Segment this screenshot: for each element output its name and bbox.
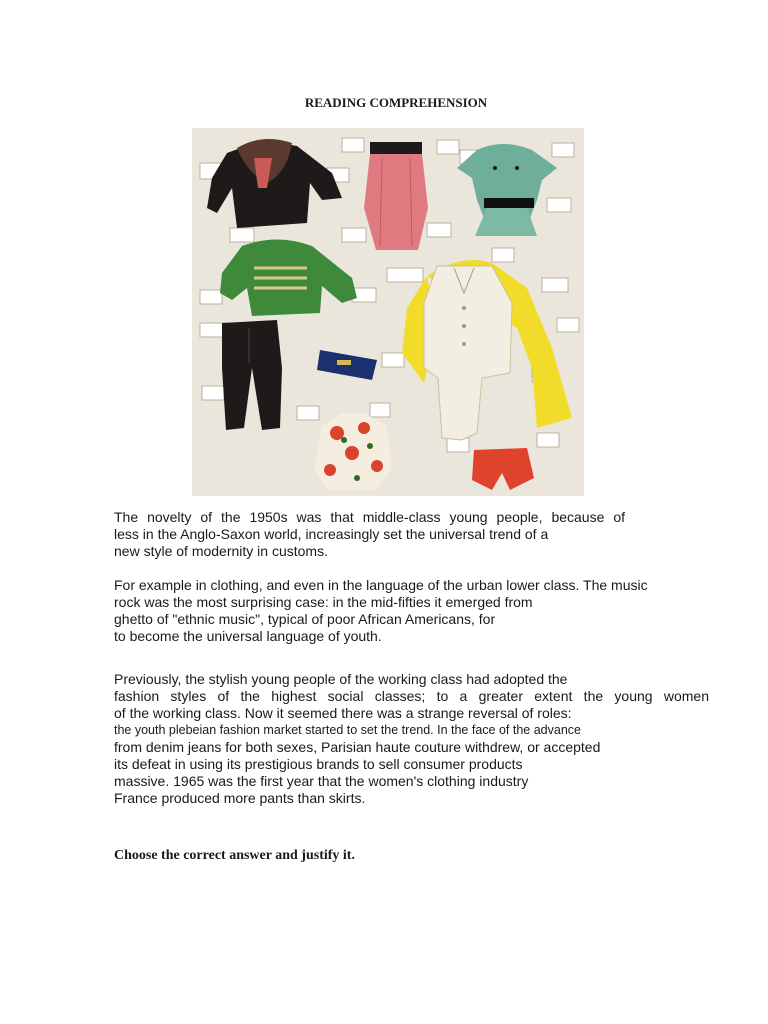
paragraph-3	[114, 671, 714, 807]
paragraph-line: to become the universal language of youth.	[114, 628, 382, 644]
paragraph-line: less in the Anglo-Saxon world, increasingly set the universal trend of a	[114, 526, 549, 542]
paragraph-line: ghetto of "ethnic music", typical of poor African Americans, for	[114, 611, 496, 627]
floral-swimsuit	[314, 413, 392, 490]
paragraph-line: fashion styles of the highest social classes; to a greater extent the young women	[114, 688, 709, 704]
paragraph-line: of the working class. Now it seemed there was a strange reversal of roles:	[114, 705, 572, 721]
pink-skirt	[364, 142, 428, 250]
paper-doll-clothes-illustration	[192, 128, 584, 496]
question-prompt: Choose the correct answer and justify it.	[114, 848, 355, 863]
paragraph-line: from denim jeans for both sexes, Parisian haute couture withdrew, or accepted	[114, 739, 601, 755]
document-title: READING COMPREHENSION	[304, 95, 488, 110]
paragraph-1	[114, 509, 714, 560]
paragraph-line: rock was the most surprising case: in the mid-fifties it emerged from	[114, 594, 533, 610]
paragraph-2	[114, 577, 714, 645]
paragraph-line: new style of modernity in customs.	[114, 543, 328, 559]
paragraph-line: France produced more pants than skirts.	[114, 790, 366, 806]
paragraph-line: its defeat in using its prestigious brands to sell consumer products	[114, 756, 523, 772]
paragraph-line: Previously, the stylish young people of the working class had adopted the	[114, 671, 568, 687]
paragraph-line: the youth plebeian fashion market started to set the trend. In the face of the advance	[114, 723, 581, 737]
paragraph-line: For example in clothing, and even in the language of the urban lower class. The music	[114, 577, 648, 593]
paragraph-line: The novelty of the 1950s was that middle-class young people, because of	[114, 509, 625, 525]
paragraph-line: massive. 1965 was the first year that the women's clothing industry	[114, 773, 529, 789]
